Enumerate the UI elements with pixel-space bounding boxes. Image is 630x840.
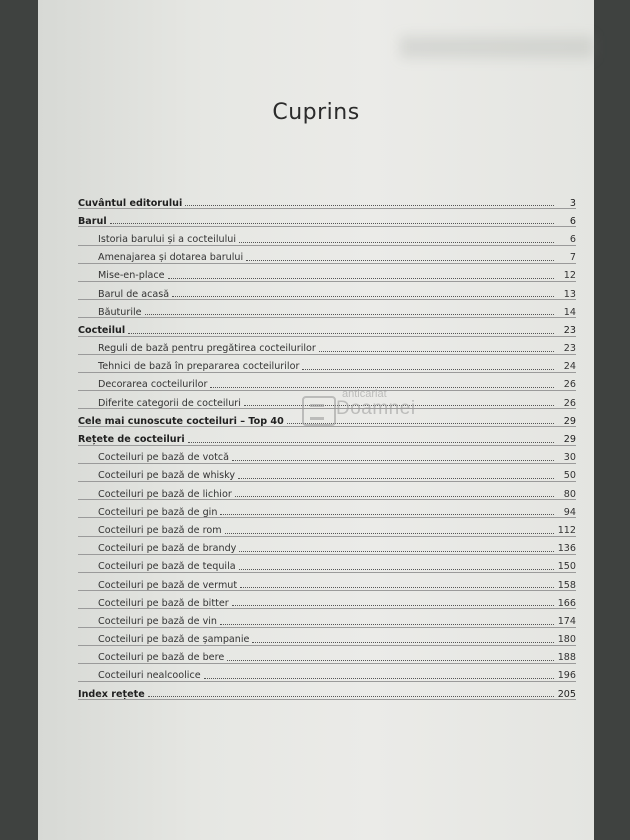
dot-leader — [220, 514, 554, 515]
toc-entry — [78, 608, 576, 626]
toc-label: Cocteiluri pe bază de bere — [98, 652, 225, 664]
toc-page-number: 166 — [557, 597, 576, 609]
dot-leader — [239, 569, 554, 570]
toc-entry — [78, 317, 576, 335]
toc-entry — [78, 263, 576, 281]
toc-label: Barul de acasă — [98, 288, 170, 300]
toc-entry — [78, 517, 576, 535]
toc-label: Barul — [78, 215, 107, 227]
dot-leader — [239, 242, 554, 243]
watermark — [286, 388, 446, 448]
toc-page-number: 158 — [557, 579, 576, 591]
toc-page-number: 3 — [569, 197, 576, 209]
toc-entry — [78, 681, 576, 699]
toc-label: Mise-en-place — [98, 270, 165, 282]
toc-page-number: 150 — [557, 561, 576, 573]
dot-leader — [239, 551, 553, 552]
dot-leader — [145, 314, 554, 315]
toc-page-number: 29 — [563, 415, 576, 427]
dot-leader — [110, 223, 554, 224]
toc-label: Tehnici de bază în prepararea cocteilurilor — [98, 361, 300, 373]
toc-page-number: 50 — [563, 470, 576, 482]
watermark-logo-icon — [302, 396, 336, 426]
toc-page-number: 26 — [563, 379, 576, 391]
toc-page-number: 12 — [563, 270, 576, 282]
toc-entry — [78, 481, 576, 499]
toc-page-number: 94 — [563, 506, 576, 518]
dot-leader — [148, 696, 554, 697]
toc-label: Băuturile — [98, 306, 142, 318]
dot-leader — [128, 333, 554, 334]
toc-label: Amenajarea și dotarea barului — [98, 252, 244, 264]
toc-label: Cocteiluri pe bază de vin — [98, 615, 218, 627]
toc-page-number: 13 — [563, 288, 576, 300]
dot-leader — [172, 296, 554, 297]
dot-leader — [232, 605, 554, 606]
dot-leader — [185, 205, 554, 206]
toc-label: Cocteilul — [78, 324, 126, 336]
toc-page-number: 7 — [569, 252, 576, 264]
toc-label: Cocteiluri pe bază de rom — [98, 524, 222, 536]
dot-leader — [168, 278, 554, 279]
toc-label: Reguli de bază pentru pregătirea cocteilurilor — [98, 343, 316, 355]
toc-label: Cele mai cunoscute cocteiluri – Top 40 — [78, 415, 284, 427]
toc-page-number: 23 — [563, 324, 576, 336]
toc-page-number: 188 — [557, 652, 576, 664]
toc-label: Cocteiluri pe bază de șampanie — [98, 634, 250, 646]
toc-entry — [78, 536, 576, 554]
toc-label: Cocteiluri pe bază de whisky — [98, 470, 236, 482]
toc-label: Cuvântul editorului — [78, 197, 183, 209]
toc-entry — [78, 572, 576, 590]
bleed-through-text — [400, 36, 594, 58]
toc-entry — [78, 245, 576, 263]
dot-leader — [240, 587, 554, 588]
dot-leader — [252, 642, 553, 643]
toc-label: Cocteiluri pe bază de brandy — [98, 543, 237, 555]
toc-entry — [78, 281, 576, 299]
toc-label: Diferite categorii de cocteiluri — [98, 397, 241, 409]
toc-page-number: 80 — [563, 488, 576, 500]
dot-leader — [238, 478, 554, 479]
book-page — [38, 0, 594, 840]
toc-entry — [78, 190, 576, 208]
toc-label: Decorarea cocteilurilor — [98, 379, 208, 391]
toc-page-number: 112 — [557, 524, 576, 536]
toc-entry — [78, 208, 576, 226]
dot-leader — [232, 460, 554, 461]
toc-entry — [78, 354, 576, 372]
toc-page-number: 174 — [557, 615, 576, 627]
toc-page-number: 24 — [563, 361, 576, 373]
toc-entry — [78, 499, 576, 517]
dot-leader — [227, 660, 553, 661]
toc-label: Cocteiluri pe bază de gin — [98, 506, 218, 518]
watermark-top-text: anticariat — [342, 388, 387, 400]
toc-entry — [78, 299, 576, 317]
toc-entry — [78, 627, 576, 645]
toc-page-number: 23 — [563, 343, 576, 355]
toc-label: Cocteiluri nealcoolice — [98, 670, 201, 682]
toc-entry — [78, 590, 576, 608]
page-title: Cuprins — [272, 100, 360, 125]
toc-page-number: 180 — [557, 634, 576, 646]
toc-page-number: 136 — [557, 543, 576, 555]
dot-leader — [220, 624, 554, 625]
toc-entry — [78, 463, 576, 481]
toc-label: Index rețete — [78, 688, 145, 700]
dot-leader — [225, 533, 554, 534]
toc-page-number: 26 — [563, 397, 576, 409]
toc-entry — [78, 554, 576, 572]
toc-label: Cocteiluri pe bază de tequila — [98, 561, 236, 573]
toc-label: Cocteiluri pe bază de bitter — [98, 597, 229, 609]
toc-page-number: 6 — [569, 233, 576, 245]
dot-leader — [204, 678, 554, 679]
dot-leader — [235, 496, 554, 497]
toc-page-number: 14 — [563, 306, 576, 318]
toc-label: Cocteiluri pe bază de votcă — [98, 452, 230, 464]
toc-page-number: 205 — [557, 688, 576, 700]
toc-page-number: 6 — [569, 215, 576, 227]
divider — [78, 699, 576, 700]
toc-entry — [78, 645, 576, 663]
dot-leader — [246, 260, 554, 261]
toc-entry — [78, 226, 576, 244]
toc-entry — [78, 663, 576, 681]
watermark-brand-text: Doamnei — [336, 398, 416, 419]
toc-label: Cocteiluri pe bază de lichior — [98, 488, 232, 500]
toc-label: Rețete de cocteiluri — [78, 434, 185, 446]
toc-label: Cocteiluri pe bază de vermut — [98, 579, 238, 591]
toc-page-number: 196 — [557, 670, 576, 682]
toc-page-number: 30 — [563, 452, 576, 464]
toc-label: Istoria barului și a cocteilului — [98, 233, 236, 245]
toc-page-number: 29 — [563, 434, 576, 446]
toc-entry — [78, 336, 576, 354]
dot-leader — [302, 369, 554, 370]
dot-leader — [319, 351, 554, 352]
